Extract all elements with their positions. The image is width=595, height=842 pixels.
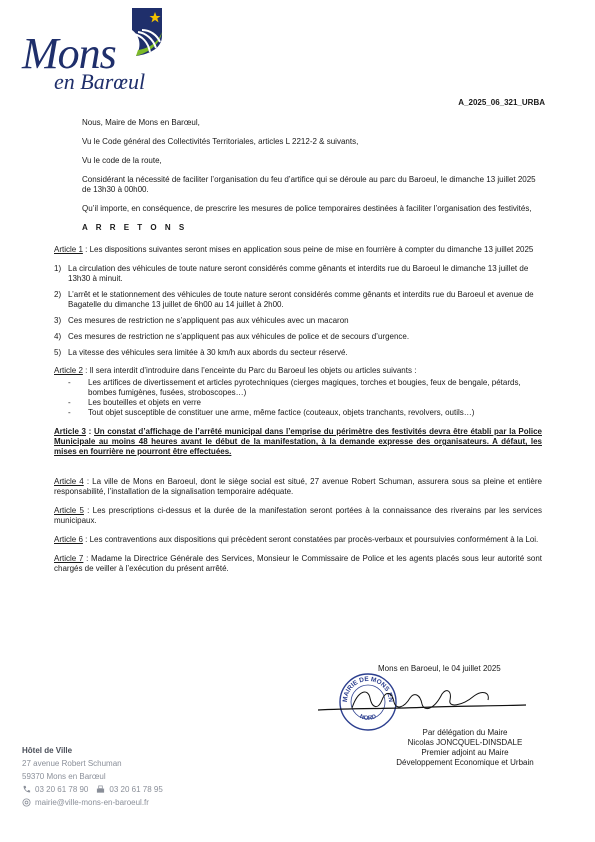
logo-emblem-icon xyxy=(128,6,166,58)
article-2 xyxy=(54,366,542,376)
place-and-date: Mons en Baroeul, le 04 juillet 2025 xyxy=(378,664,501,673)
svg-text:MAIRIE DE MONS EN: MAIRIE DE MONS EN xyxy=(341,675,395,703)
article-2-text: : Il sera interdit d’introduire dans l’enceinte du Parc du Baroeul les objets ou articles suivants : xyxy=(82,366,417,375)
intro-mayor: Nous, Maire de Mons en Barœul, xyxy=(82,118,200,127)
decree-title: A R R E T O N S xyxy=(82,223,188,232)
footer-heading: Hôtel de Ville xyxy=(22,746,73,755)
logo-text-en-baroeul: en Barœul xyxy=(54,69,146,94)
article-6 xyxy=(54,535,542,545)
intro-code-collectivites: Vu le Code général des Collectivités Territoriales, articles L 2212-2 & suivants, xyxy=(82,137,359,146)
intro-considerant: Considérant la nécessité de faciliter l’organisation du feu d’artifice qui se déroule au parc du Baroeul, le dimanche 13 juillet 2025 de 13h30 à 00h00. xyxy=(82,175,536,194)
footer-address xyxy=(22,744,163,809)
at-icon xyxy=(22,798,31,807)
intro-qu-il-importe: Qu’il importe, en conséquence, de prescrire les mesures de police temporaires destinées à faciliter l’organisation des festivités, xyxy=(82,204,532,213)
fax-icon xyxy=(96,785,105,794)
footer-phones xyxy=(22,783,163,796)
article-3-text: Un constat d’affichage de l’arrêté municipal dans l’emprise du périmètre des festivités devra être établi par la Police Municipale au moins 48 heures avant le début de la manifestation, à la demande expresse des organisateurs. A défaut, les mises en fourrière ne pourront être effectuées. xyxy=(54,427,542,456)
list-item: 4) Ces mesures de restriction ne s’appliquent pas aux véhicules de police et de secours d’urgence. xyxy=(54,332,410,341)
article-5 xyxy=(54,506,542,526)
article-5-text: : Les prescriptions ci-dessus et la durée de la manifestation seront portées à la connaissance des riverains par les services municipaux. xyxy=(54,506,542,525)
list-item: 5) La vitesse des véhicules sera limitée à 30 km/h aux abords du secteur réservé. xyxy=(54,348,348,357)
intro-code-route: Vu le code de la route, xyxy=(82,156,162,165)
document-body xyxy=(54,118,542,583)
footer-city: 59370 Mons en Barœul xyxy=(22,772,106,781)
article-4 xyxy=(54,477,542,497)
logo-text-mons: Mons xyxy=(22,29,116,78)
footer-fax: 03 20 61 78 95 xyxy=(109,785,163,794)
article-5-label: Article 5 xyxy=(54,506,84,515)
city-logo xyxy=(20,6,170,102)
article-7 xyxy=(54,554,542,574)
article-3: Article 3 : Un constat d’affichage de l’arrêté municipal dans l’emprise du périmètre des festivités devra être établi par la Police Municipale au moins 48 heures avant le début de la manifestation, à la demande expresse des organisateurs. A défaut, les mises en fourrière ne pourront être effectuées. xyxy=(54,427,542,456)
signatory-department: Développement Economique et Urbain xyxy=(396,758,534,767)
article-1-text: : Les dispositions suivantes seront mises en application sous peine de mise en fourrière à compter du dimanche 13 juillet 2025 xyxy=(82,245,534,254)
article-4-label: Article 4 xyxy=(54,477,84,486)
svg-text:NORD: NORD xyxy=(358,714,378,722)
list-item: - Les artifices de divertissement et articles pyrotechniques (cierges magiques, torches et bougies, feux de bengale, pétards, bombes fumigènes, fusées, stroboscopes…) xyxy=(54,378,542,398)
signatory-name: Nicolas JONCQUEL-DINSDALE xyxy=(407,738,523,747)
article-1-list xyxy=(54,264,542,358)
signatory-block xyxy=(380,728,550,768)
signatory-delegation: Par délégation du Maire xyxy=(422,728,508,737)
handwritten-signature-icon xyxy=(312,680,532,720)
article-2-label: Article 2 xyxy=(54,366,83,375)
article-6-label: Article 6 xyxy=(54,535,83,544)
article-7-text: : Madame la Directrice Générale des Services, Monsieur le Commissaire de Police et les agents placés sous leur autorité sont chargés de veiller à l’exécution du présent arrêté. xyxy=(54,554,542,573)
list-item: 2) L’arrêt et le stationnement des véhicules de toute nature seront considérés comme gênants et interdits rue du Baroeul et avenue de Bagatelle du dimanche 13 juillet de 6h00 au 14 juillet à 2h00. xyxy=(54,290,534,309)
list-item: 3) Ces mesures de restriction ne s’appliquent pas aux véhicules avec un macaron xyxy=(54,316,349,325)
article-7-label: Article 7 xyxy=(54,554,84,563)
article-4-text: : La ville de Mons en Baroeul, dont le siège social est situé, 27 avenue Robert Schuman, assurera sous sa pleine et entière responsabilité, l’installation de la signalisation temporaire adéquate. xyxy=(54,477,542,496)
article-6-text: : Les contraventions aux dispositions qui précèdent seront constatées par procès-verbaux et poursuivies conformément à la Loi. xyxy=(82,535,539,544)
phone-icon xyxy=(22,785,31,794)
footer-street: 27 avenue Robert Schuman xyxy=(22,759,122,768)
footer-phone[interactable]: 03 20 61 78 90 xyxy=(35,785,89,794)
article-2-list xyxy=(54,378,542,418)
list-item: - Tout objet susceptible de constituer une arme, même factice (couteaux, objets tranchants, revolvers, outils…) xyxy=(54,408,542,418)
article-3-label: Article 3 xyxy=(54,427,87,436)
article-1-label: Article 1 xyxy=(54,245,83,254)
list-item: - Les bouteilles et objets en verre xyxy=(54,398,542,408)
signatory-role: Premier adjoint au Maire xyxy=(421,748,509,757)
article-1 xyxy=(54,245,542,255)
footer-email[interactable]: mairie@ville-mons-en-baroeul.fr xyxy=(35,798,149,807)
list-item: 1) La circulation des véhicules de toute nature seront considérés comme gênants et interdits rue du Baroeul le dimanche 13 juillet de 13h30 à minuit. xyxy=(54,264,529,283)
document-reference: A_2025_06_321_URBA xyxy=(458,98,545,107)
footer-email-row xyxy=(22,796,163,809)
